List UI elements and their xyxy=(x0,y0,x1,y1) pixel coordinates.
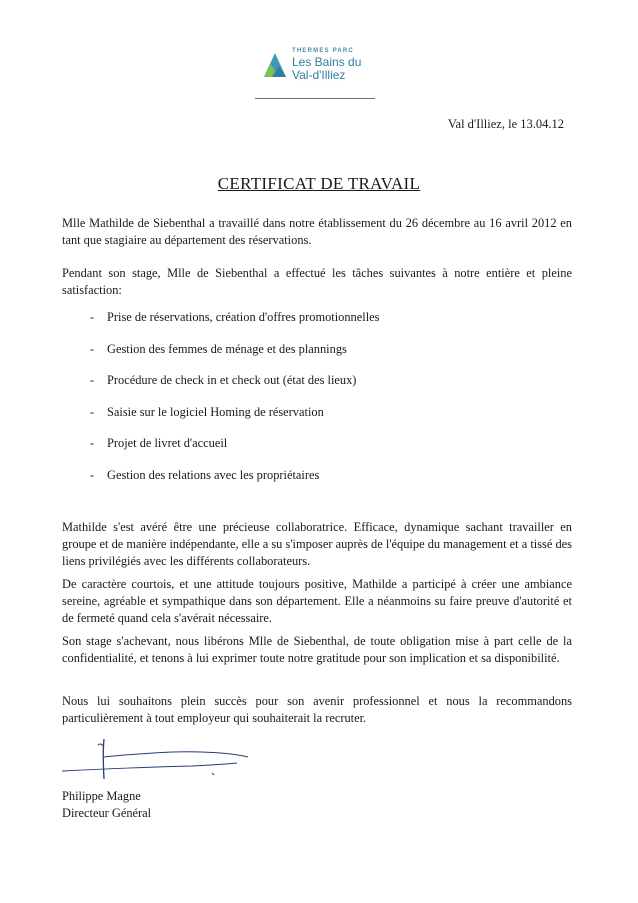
list-item xyxy=(90,436,379,468)
bullet-dash: - xyxy=(90,373,95,387)
company-logo xyxy=(262,44,372,94)
signer-block xyxy=(62,788,151,822)
paragraph-intro: Mlle Mathilde de Siebenthal a travaillé dans notre établissement du 26 décembre au 16 avril 2012 en tant que stagiaire au département des réservations. xyxy=(62,216,572,247)
list-item xyxy=(90,405,379,437)
task-text: Saisie sur le logiciel Homing de réservation xyxy=(107,404,324,419)
signer-role: Directeur Général xyxy=(62,806,152,820)
bullet-dash: - xyxy=(90,341,95,356)
signer-name: Philippe Magne xyxy=(62,789,141,803)
task-text: Projet de livret d'accueil xyxy=(107,436,228,450)
date-line: Val d'Illiez, le 13.04.12 xyxy=(447,117,564,131)
logo-tagline: · · · · · · · · · · · · xyxy=(292,84,344,89)
list-item xyxy=(90,373,379,405)
task-text: Prise de réservations, création d'offres promotionnelles xyxy=(107,310,380,324)
bullet-dash: - xyxy=(90,404,95,419)
paragraph-release: Son stage s'achevant, nous libérons Mlle de Siebenthal, de toute obligation mise à part celle de la confidentialité, et tenons à lui exprimer toute notre gratitude pour son implication et sa disponibilité. xyxy=(62,634,572,665)
task-text: Procédure de check in et check out (état des lieux) xyxy=(107,373,357,387)
bullet-dash: - xyxy=(90,436,95,450)
task-text: Gestion des relations avec les propriétaires xyxy=(107,467,320,482)
list-item xyxy=(90,342,379,374)
list-item xyxy=(90,468,379,500)
logo-small-text: THERMES PARC xyxy=(292,48,354,54)
logo-name-line2: Val-d'Illiez xyxy=(292,68,346,82)
task-text: Gestion des femmes de ménage et des plannings xyxy=(107,341,347,356)
mountain-logo-icon xyxy=(262,50,288,78)
paragraph-character: De caractère courtois, et une attitude toujours positive, Mathilde a participé à créer une ambiance sereine, agréable et sympathique dans son département. Elle a néanmoins su faire preuve d'autorité et de fermeté quand cela s'avérait nécessaire. xyxy=(62,577,572,625)
task-list xyxy=(90,310,379,499)
paragraph-closing: Nous lui souhaitons plein succès pour son avenir professionnel et nous la recommandons particulièrement à tout employeur qui souhaiterait la recruter. xyxy=(62,694,572,725)
paragraph-tasks-intro: Pendant son stage, Mlle de Siebenthal a effectué les tâches suivantes à notre entière et pleine satisfaction: xyxy=(62,266,572,297)
list-item xyxy=(90,310,379,342)
header-divider xyxy=(255,98,375,99)
document-title: CERTIFICAT DE TRAVAIL xyxy=(217,174,421,193)
logo-name-line1: Les Bains du xyxy=(292,55,362,69)
paragraph-evaluation: Mathilde s'est avéré être une précieuse collaboratrice. Efficace, dynamique sachant travailler en groupe et de manière indépendante, elle a su s'imposer auprès de l'équipe du management et a tissé des liens privilégiés avec les différents collaborateurs. xyxy=(62,520,572,568)
bullet-dash: - xyxy=(90,310,95,324)
handwritten-signature xyxy=(62,735,252,785)
bullet-dash: - xyxy=(90,467,95,482)
